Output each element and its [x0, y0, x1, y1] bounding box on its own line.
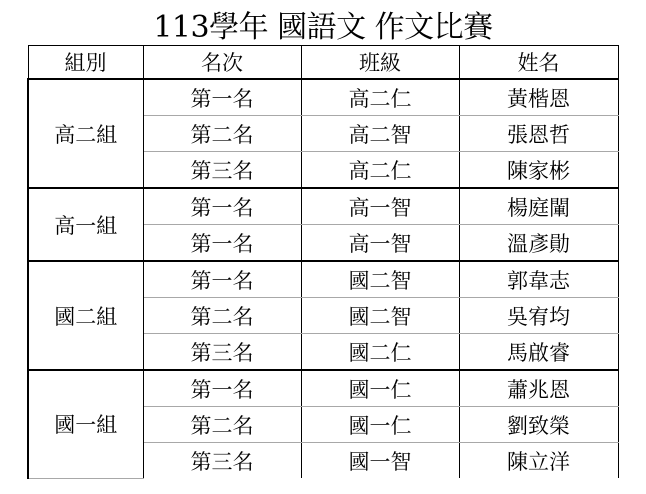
- student-name-cell: 陳家彬: [459, 152, 618, 189]
- group-cell: 國一組: [28, 370, 143, 478]
- rank-cell: 第二名: [143, 116, 301, 152]
- class-cell: 國一智: [301, 443, 459, 479]
- class-cell: 高一智: [301, 225, 459, 262]
- table-row: [28, 261, 618, 298]
- student-name-cell: 劉致榮: [459, 407, 618, 443]
- class-cell: 高二仁: [301, 79, 459, 116]
- group-cell: 高一組: [28, 188, 143, 261]
- class-cell: 國一仁: [301, 407, 459, 443]
- header-row: [28, 46, 618, 80]
- class-cell: 國二仁: [301, 334, 459, 371]
- table-row: [28, 79, 618, 116]
- student-name-cell: 郭韋志: [459, 261, 618, 298]
- student-name-cell: 溫彥勛: [459, 225, 618, 262]
- rank-cell: 第一名: [143, 79, 301, 116]
- student-name-cell: 楊庭閳: [459, 188, 618, 225]
- class-cell: 國二智: [301, 298, 459, 334]
- column-header-class: 班級: [301, 46, 459, 80]
- group-cell: 高二組: [28, 79, 143, 188]
- column-header-group: 組別: [28, 46, 143, 80]
- student-name-cell: 張恩哲: [459, 116, 618, 152]
- results-table: [27, 45, 619, 479]
- student-name-cell: 馬啟睿: [459, 334, 618, 371]
- class-cell: 國二智: [301, 261, 459, 298]
- rank-cell: 第三名: [143, 334, 301, 371]
- column-header-name: 姓名: [459, 46, 618, 80]
- group-cell: 國二組: [28, 261, 143, 370]
- student-name-cell: 陳立洋: [459, 443, 618, 479]
- rank-cell: 第一名: [143, 261, 301, 298]
- table-row: [28, 370, 618, 407]
- student-name-cell: 蕭兆恩: [459, 370, 618, 407]
- rank-cell: 第二名: [143, 298, 301, 334]
- class-cell: 高二智: [301, 116, 459, 152]
- student-name-cell: 黃楷恩: [459, 79, 618, 116]
- rank-cell: 第二名: [143, 407, 301, 443]
- rank-cell: 第一名: [143, 188, 301, 225]
- column-header-rank: 名次: [143, 46, 301, 80]
- rank-cell: 第一名: [143, 370, 301, 407]
- class-cell: 高一智: [301, 188, 459, 225]
- page-title: 113學年 國語文 作文比賽: [153, 10, 493, 45]
- table-row: [28, 188, 618, 225]
- class-cell: 高二仁: [301, 152, 459, 189]
- student-name-cell: 吳宥均: [459, 298, 618, 334]
- class-cell: 國一仁: [301, 370, 459, 407]
- rank-cell: 第三名: [143, 443, 301, 479]
- rank-cell: 第一名: [143, 225, 301, 262]
- rank-cell: 第三名: [143, 152, 301, 189]
